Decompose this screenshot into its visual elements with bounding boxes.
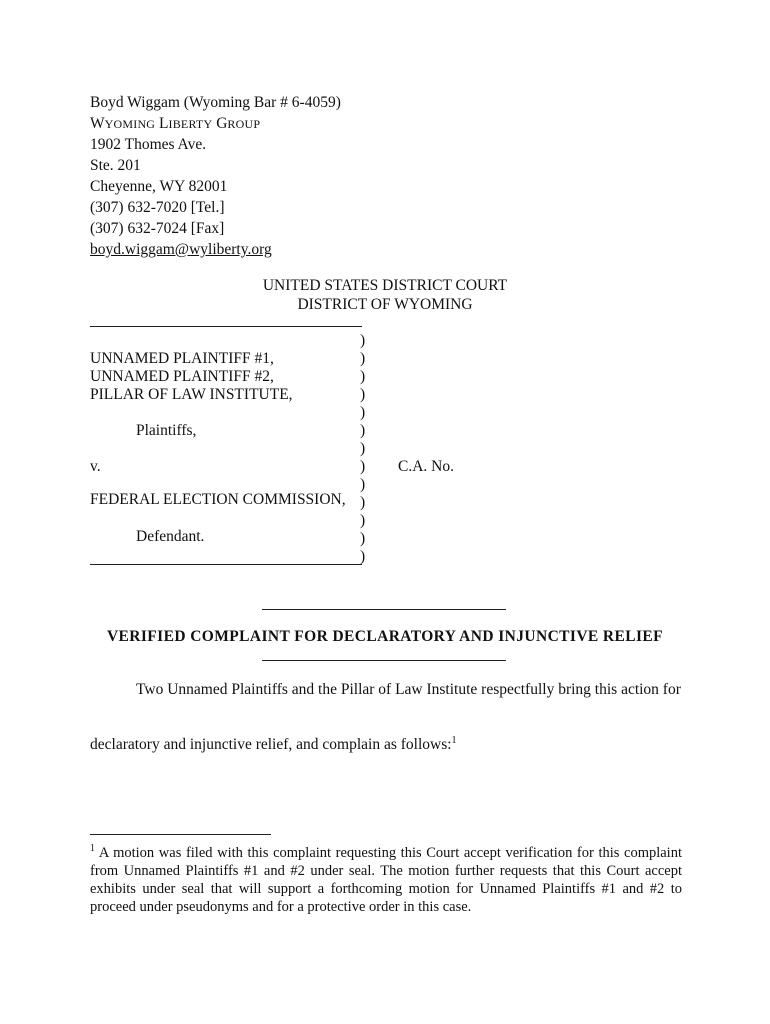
firm-name: WYOMING LIBERTY GROUP (90, 115, 261, 132)
caption-paren: ) (360, 368, 366, 385)
court-name: UNITED STATES DISTRICT COURT (262, 277, 508, 294)
plaintiffs-label: Plaintiffs, (136, 422, 197, 439)
footnote-reference[interactable]: 1 (451, 734, 457, 746)
plaintiff-1: UNNAMED PLAINTIFF #1, (90, 350, 274, 367)
title-top-rule (262, 609, 506, 610)
fax: (307) 632-7024 [Fax] (90, 220, 225, 237)
intro-line-1: Two Unnamed Plaintiffs and the Pillar of Law Institute respectfully bring this action for (136, 681, 681, 698)
caption-paren: ) (360, 512, 366, 529)
court-district: DISTRICT OF WYOMING (297, 296, 473, 313)
title-bottom-rule (262, 660, 506, 661)
city-line: Cheyenne, WY 82001 (90, 178, 228, 195)
counsel-name: Boyd Wiggam (Wyoming Bar # 6-4059) (90, 94, 341, 111)
document-title: VERIFIED COMPLAINT FOR DECLARATORY AND INJUNCTIVE RELIEF (106, 628, 664, 645)
caption-paren: ) (360, 386, 366, 403)
caption-paren: ) (360, 440, 366, 457)
caption-paren: ) (360, 332, 366, 349)
caption-paren: ) (360, 494, 366, 511)
caption-paren: ) (360, 530, 366, 547)
caption-paren: ) (360, 548, 366, 565)
caption-paren: ) (360, 458, 366, 475)
caption-top-rule (90, 326, 362, 327)
caption-bottom-rule (90, 564, 362, 565)
telephone: (307) 632-7020 [Tel.] (90, 199, 225, 216)
caption-paren: ) (360, 350, 366, 367)
case-number: C.A. No. (398, 458, 454, 475)
caption-paren: ) (360, 422, 366, 439)
email-link[interactable]: boyd.wiggam@wyliberty.org (90, 241, 272, 258)
footnote (90, 844, 682, 916)
address-line-1: 1902 Thomes Ave. (90, 136, 207, 153)
defendant-name: FEDERAL ELECTION COMMISSION, (90, 491, 346, 508)
footnote-marker: 1 (90, 843, 95, 855)
intro-line-2-text: declaratory and injunctive relief, and complain as follows: (90, 736, 452, 753)
versus: v. (90, 458, 101, 475)
defendant-label: Defendant. (136, 528, 205, 545)
intro-line-2 (90, 735, 457, 755)
address-line-2: Ste. 201 (90, 157, 141, 174)
caption-paren: ) (360, 404, 366, 421)
plaintiff-2: UNNAMED PLAINTIFF #2, (90, 368, 274, 385)
plaintiff-3: PILLAR OF LAW INSTITUTE, (90, 386, 293, 403)
footnote-text: A motion was filed with this complaint requesting this Court accept verification for this complaint from Unnamed Plaintiffs #1 and #2 under seal. The motion further requests that this Court accept exhibits under seal that will support a forthcoming motion for Unnamed Plaintiffs #1 and #2 to proceed under pseudonyms and for a protective order in this case. (90, 845, 682, 915)
caption-paren: ) (360, 476, 366, 493)
footnote-separator (90, 834, 271, 835)
